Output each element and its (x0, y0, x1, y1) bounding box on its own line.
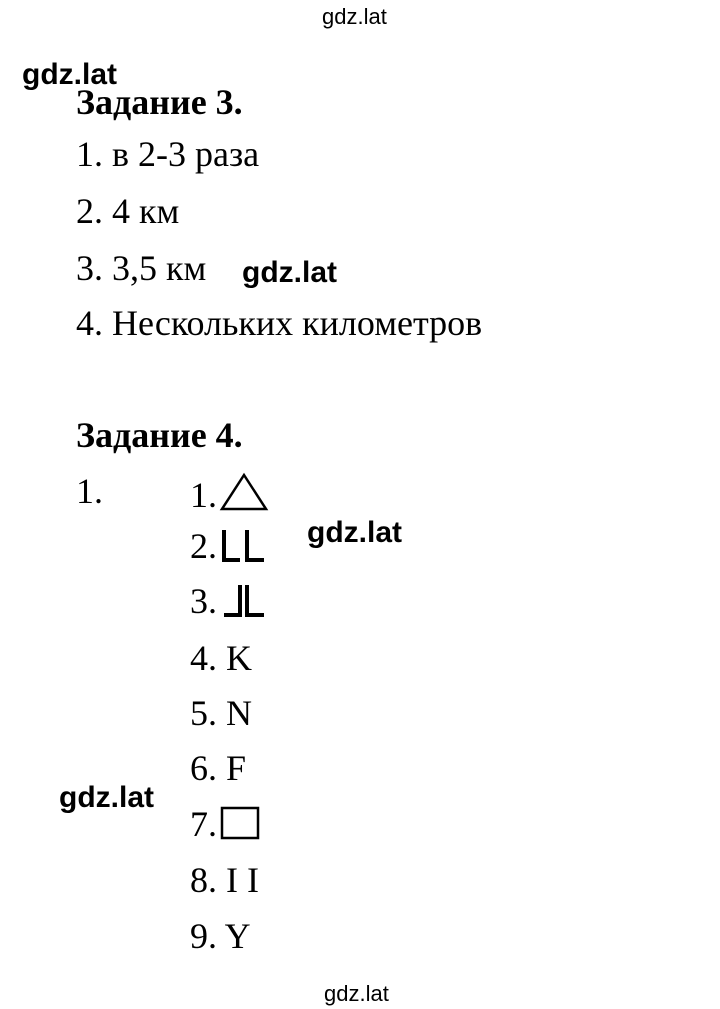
task4-item-6 (190, 750, 246, 786)
double-l-icon (220, 528, 266, 562)
task3-item-3: 3. 3,5 км (76, 248, 207, 288)
task4-item-1 (190, 473, 268, 513)
task4-item-9-number: 9. (190, 916, 217, 956)
task4-item-6-symbol: F (226, 748, 247, 788)
task3-item-4: 4. Нескольких километров (76, 303, 483, 343)
task4-item-6-number: 6. (190, 748, 217, 788)
task4-item-5-symbol: N (226, 693, 252, 733)
task4-heading: Задание 4. (76, 415, 243, 455)
task4-item-5-number: 5. (190, 693, 217, 733)
triangle-icon (220, 473, 268, 511)
task4-item-9 (190, 918, 251, 954)
task4-group-label: 1. (76, 471, 103, 511)
task4-item-1-number: 1. (190, 475, 217, 515)
task4-item-4-symbol: K (226, 638, 252, 678)
watermark-bottom: gdz.lat (324, 981, 389, 1006)
task4-item-2-number: 2. (190, 526, 217, 566)
watermark-middle: gdz.lat (242, 256, 337, 289)
task3-item-2: 2. 4 км (76, 191, 180, 231)
task4-item-3 (190, 583, 266, 619)
watermark-lower-left: gdz.lat (59, 781, 154, 814)
task4-item-7 (190, 806, 260, 842)
task4-item-8-symbol: I I (226, 860, 259, 900)
task3-item-1: 1. в 2-3 раза (76, 134, 260, 174)
task4-item-4-number: 4. (190, 638, 217, 678)
task4-item-9-symbol: Y (224, 916, 251, 956)
square-icon (220, 806, 260, 840)
watermark-top: gdz.lat (322, 4, 387, 29)
mirrored-l-icon (220, 583, 266, 617)
task4-item-8 (190, 862, 259, 898)
task4-item-7-number: 7. (190, 804, 217, 844)
task4-item-2 (190, 528, 266, 564)
watermark-right: gdz.lat (307, 516, 402, 549)
task4-item-4 (190, 640, 252, 676)
task4-item-5 (190, 695, 252, 731)
task3-heading: Задание 3. (76, 82, 243, 122)
task4-item-8-number: 8. (190, 860, 217, 900)
task4-item-3-number: 3. (190, 581, 217, 621)
watermark-top-left: gdz.lat (22, 58, 117, 91)
